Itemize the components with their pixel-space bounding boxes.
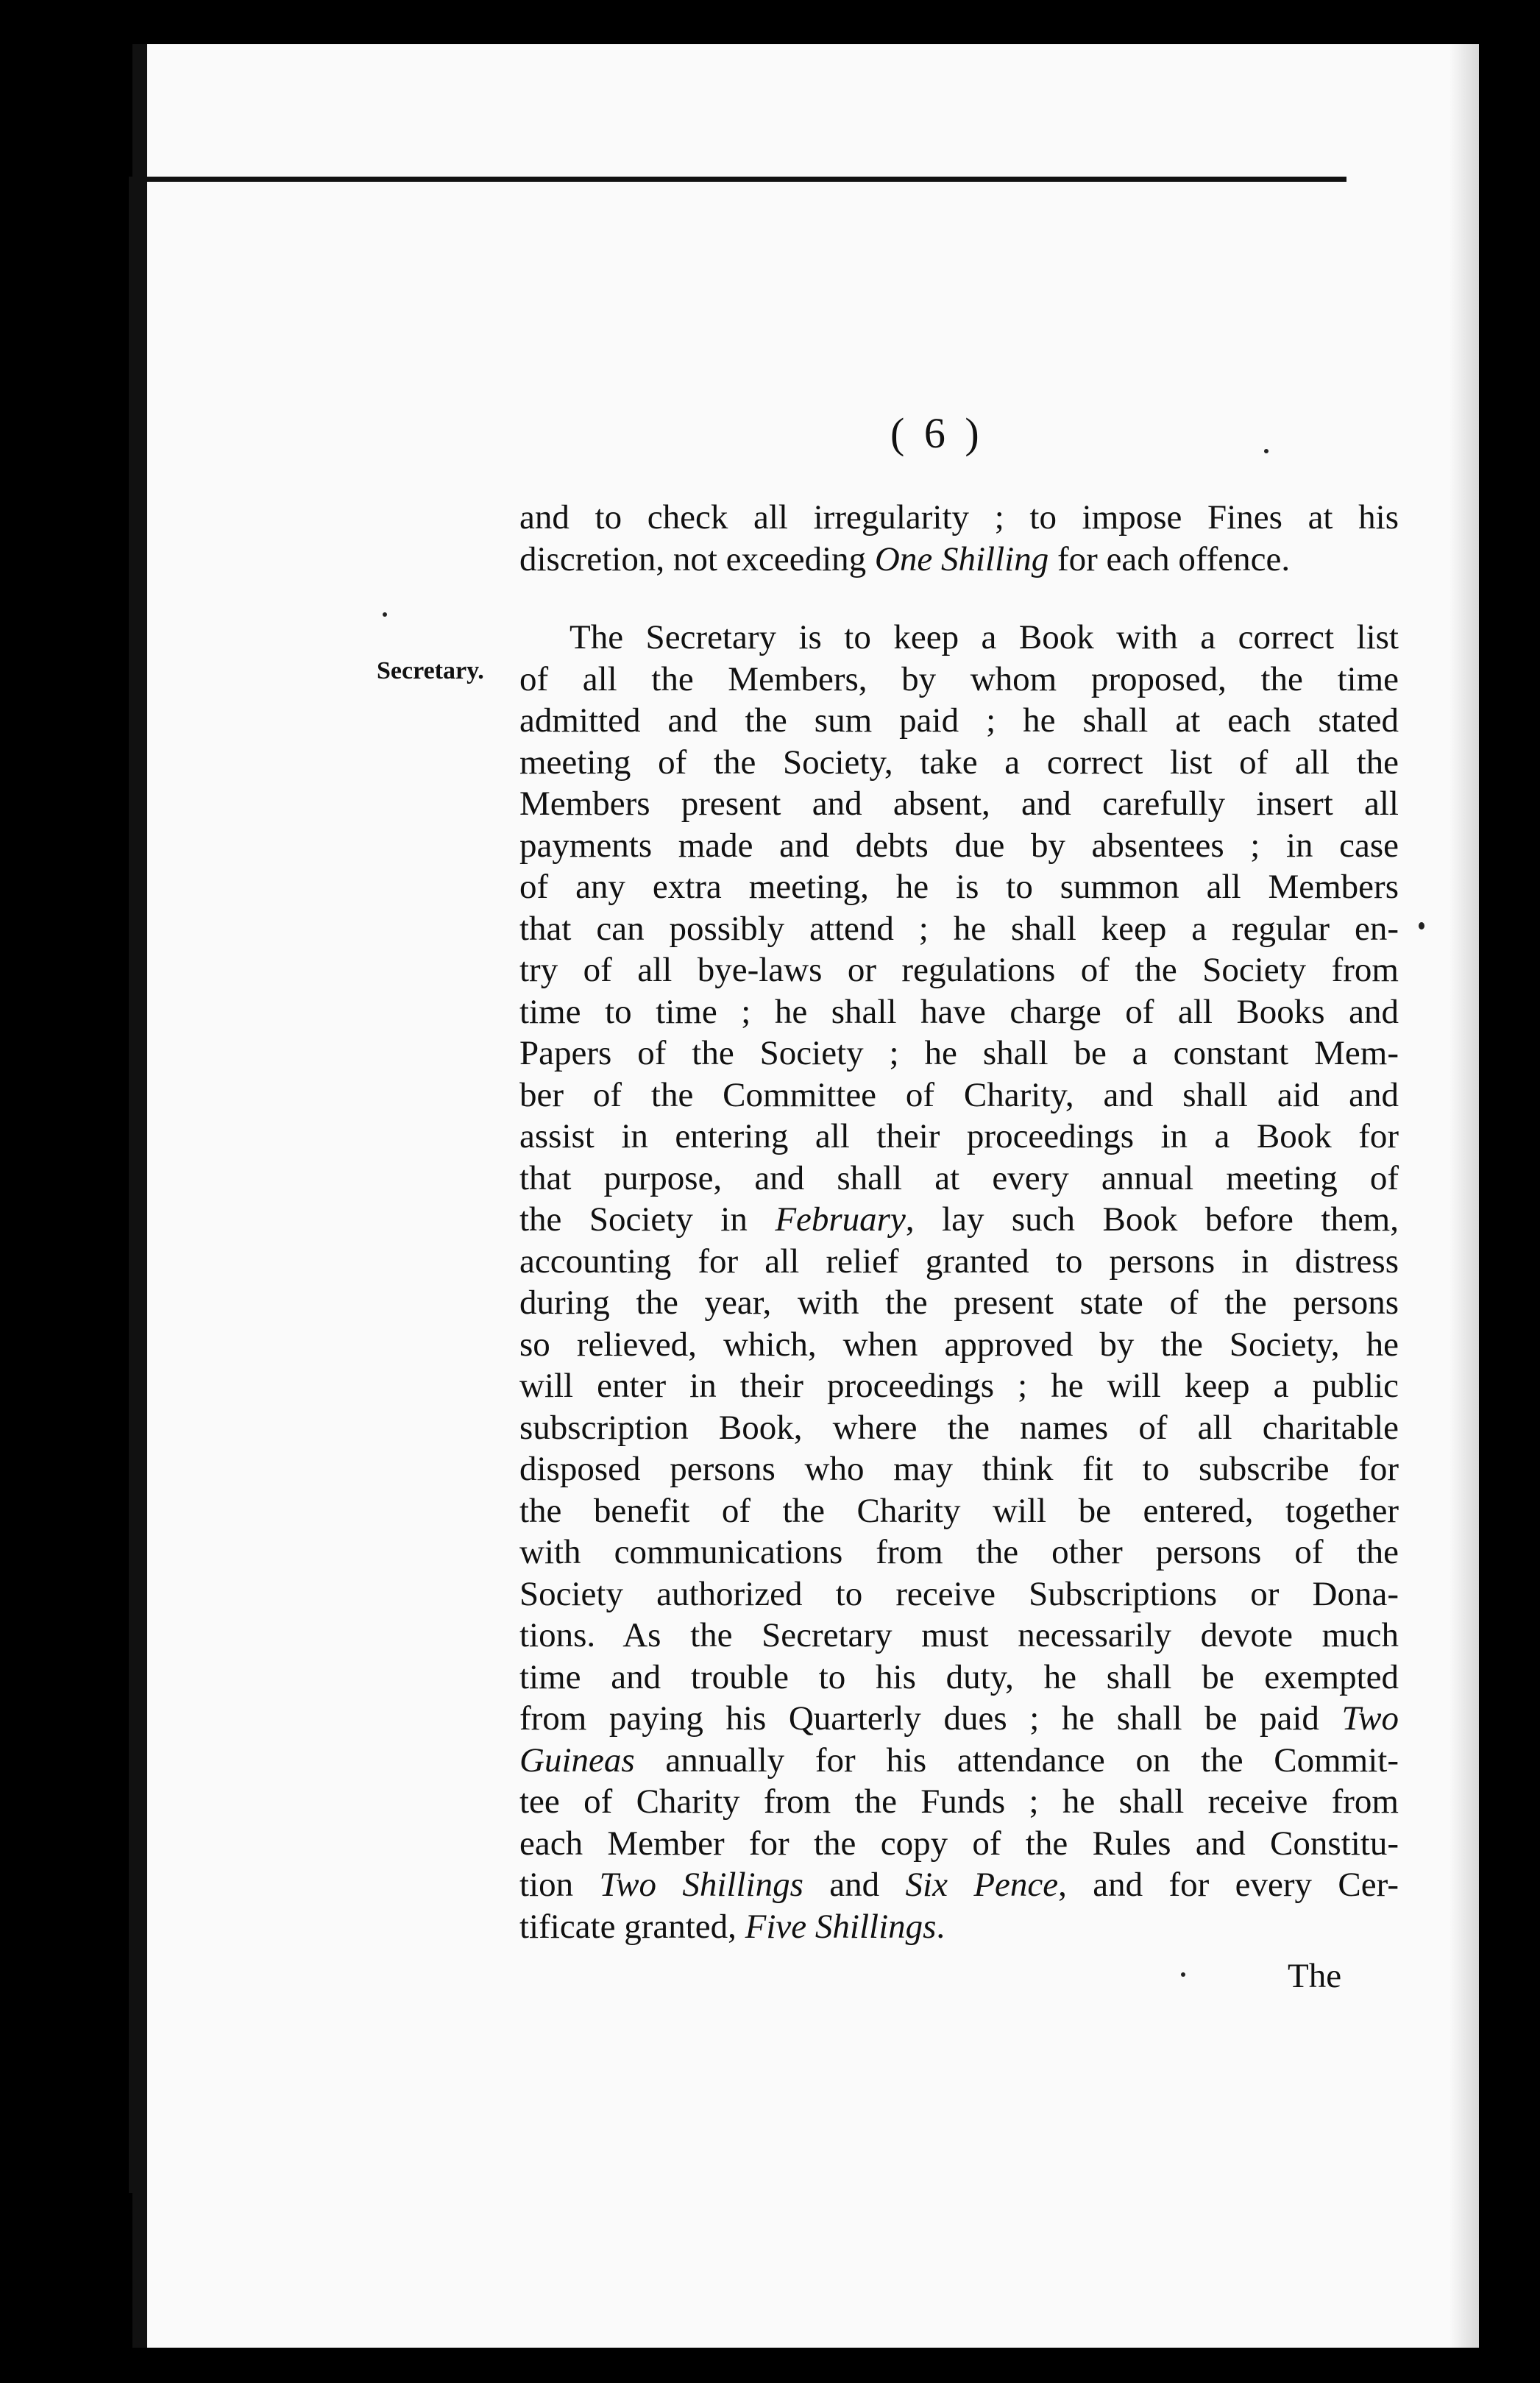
text-line: that can possibly attend ; he shall keep a regular en-: [519, 909, 1399, 948]
text-line: tion Two Shillings and Six Pence, and for every Cer-: [519, 1866, 1399, 1904]
text-line: payments made and debts due by absentees ; in case: [519, 826, 1399, 865]
text-line: ber of the Committee of Charity, and shall aid and: [519, 1075, 1399, 1114]
text-line: will enter in their proceedings ; he will keep a public: [519, 1367, 1399, 1405]
ink-speck: [1264, 449, 1268, 453]
text-line: admitted and the sum paid ; he shall at each stated: [519, 701, 1399, 740]
paragraph-gap: [519, 580, 1399, 617]
text-line: accounting for all relief granted to persons in distress: [519, 1242, 1399, 1281]
catchword: The: [1288, 1957, 1342, 1995]
text-line: of any extra meeting, he is to summon all Members: [519, 868, 1399, 906]
text-line: from paying his Quarterly dues ; he shall be paid Two: [519, 1699, 1399, 1738]
margin-note: Secretary.: [377, 657, 484, 684]
text-line: try of all bye-laws or regulations of the Society from: [519, 951, 1399, 989]
text-line: meeting of the Society, take a correct list of all the: [519, 743, 1399, 782]
text-line: that purpose, and shall at every annual meeting of: [519, 1158, 1399, 1197]
binding-edge: [132, 44, 147, 2348]
text-line: of all the Members, by whom proposed, the time: [519, 659, 1399, 698]
text-line: during the year, with the present state of the persons: [519, 1283, 1399, 1322]
text-line: subscription Book, where the names of all charitable: [519, 1408, 1399, 1447]
text-line: Papers of the Society ; he shall be a constant Mem-: [519, 1034, 1399, 1072]
page-border-top: [132, 177, 1346, 182]
page-border-left: [129, 177, 134, 2193]
page-edge-shadow: [1449, 44, 1479, 2348]
text-line: disposed persons who may think fit to subscribe for: [519, 1450, 1399, 1488]
text-line: tions. As the Secretary must necessarily devote much: [519, 1616, 1399, 1654]
text-line: the benefit of the Charity will be entered, together: [519, 1491, 1399, 1530]
ink-speck: [1181, 1972, 1185, 1977]
text-line: the Society in February, lay such Book before them,: [519, 1200, 1399, 1239]
body-text: [519, 497, 1399, 1947]
text-line: so relieved, which, when approved by the Society, he: [519, 1325, 1399, 1364]
text-line: time to time ; he shall have charge of all Books and: [519, 992, 1399, 1031]
text-line: Members present and absent, and carefully insert all: [519, 785, 1399, 823]
text-line: and to check all irregularity ; to impose Fines at his: [519, 498, 1399, 537]
text-line: with communications from the other persons of the: [519, 1533, 1399, 1571]
text-line: Guineas annually for his attendance on the Commit-: [519, 1741, 1399, 1780]
text-line: assist in entering all their proceedings in a Book for: [519, 1117, 1399, 1155]
text-line: The Secretary is to keep a Book with a correct list: [569, 618, 1399, 656]
page-number: ( 6 ): [890, 409, 984, 457]
text-line: tificate granted, Five Shillings.: [519, 1907, 945, 1946]
ink-speck: [383, 612, 387, 617]
text-line: each Member for the copy of the Rules and Constitu-: [519, 1824, 1399, 1863]
text-line: time and trouble to his duty, he shall be exempted: [519, 1657, 1399, 1696]
ink-speck: [1419, 922, 1424, 930]
text-line: tee of Charity from the Funds ; he shall receive from: [519, 1782, 1399, 1821]
text-line: Society authorized to receive Subscriptions or Dona-: [519, 1574, 1399, 1613]
text-line: discretion, not exceeding One Shilling for each offence.: [519, 539, 1291, 578]
